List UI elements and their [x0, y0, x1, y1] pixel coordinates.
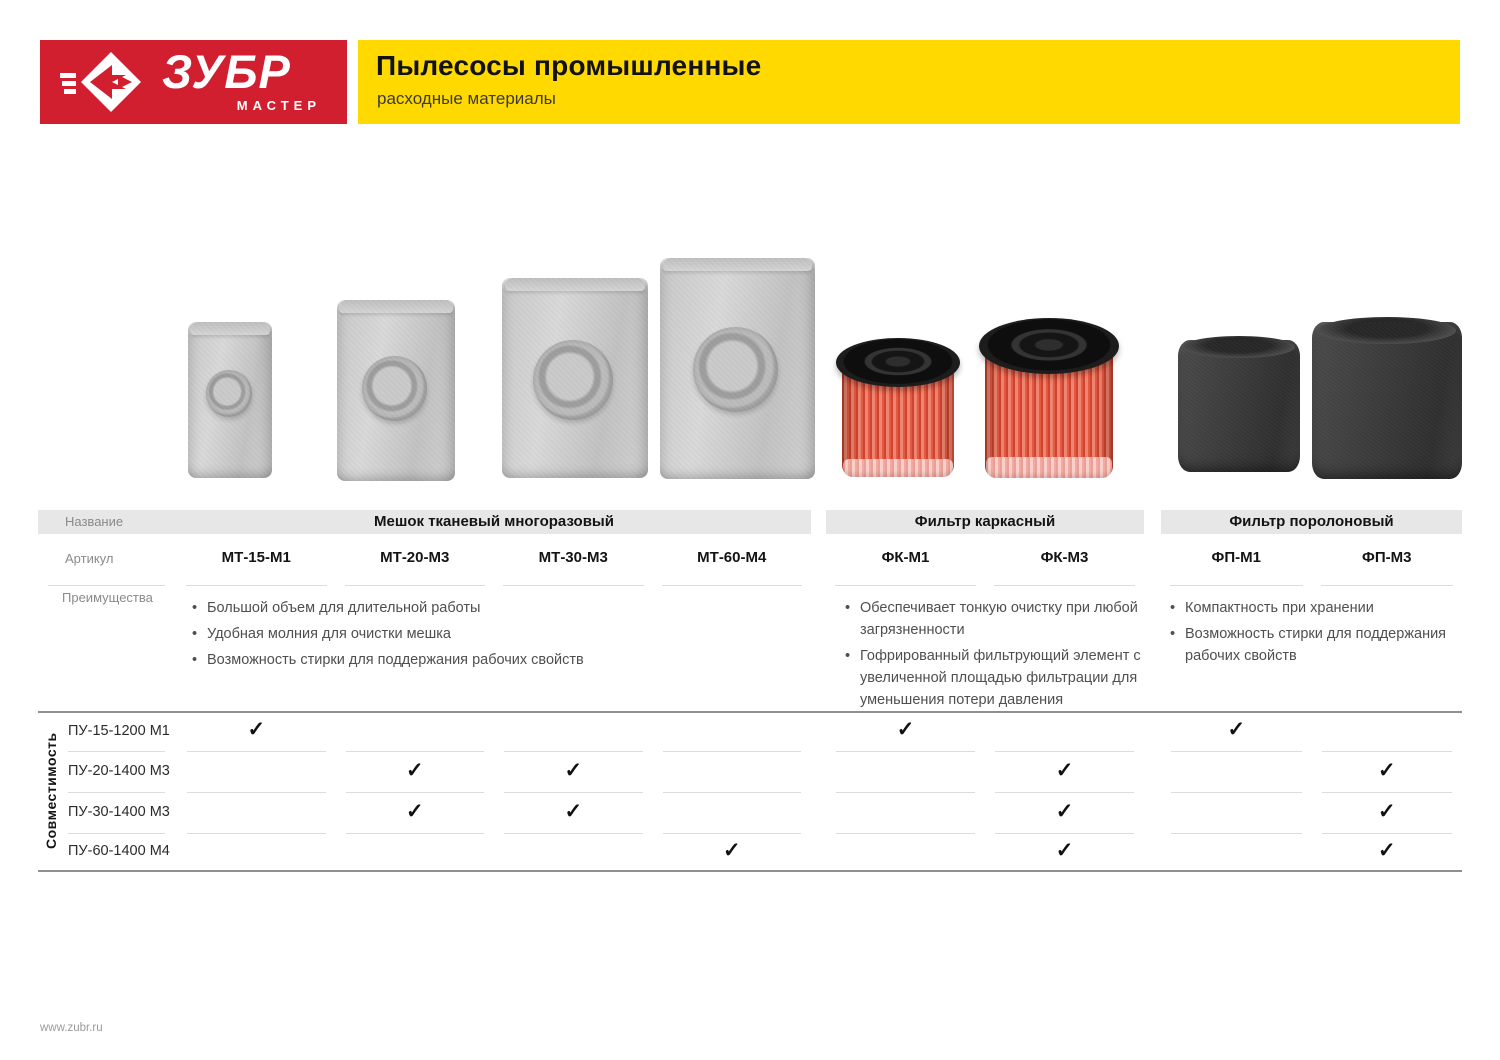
bag-inlet-collar: [533, 340, 613, 420]
article-code: МТ-30-М3: [538, 549, 608, 566]
checkmark-icon: ✓: [564, 758, 583, 782]
product-image-foam-filter-fp-m3: [1312, 322, 1462, 479]
product-image-fabric-bag-mt-60: [660, 258, 815, 479]
advantage-item: [190, 597, 805, 619]
bullet-icon: •: [192, 626, 198, 642]
bag-fold: [339, 300, 452, 313]
bag-inlet-collar: [206, 370, 252, 416]
row-label-advantages: Преимущества: [62, 590, 153, 605]
advantage-text: Большой объем для длительной работы: [207, 600, 481, 616]
compat-model-label: ПУ-20-1400 М3: [68, 763, 170, 779]
article-code: МТ-15-М1: [221, 549, 291, 566]
product-image-foam-filter-fp-m1: [1178, 340, 1300, 472]
advantage-item: [1168, 597, 1468, 619]
article-code: ФК-М1: [881, 549, 930, 566]
group-header-1: Мешок тканевый многоразовый: [177, 510, 811, 534]
compat-row-separator: [504, 751, 643, 752]
product-image-cartridge-filter-fk-m3: [985, 318, 1113, 478]
bullet-icon: •: [1170, 626, 1176, 642]
brand-logo: [40, 40, 347, 124]
compat-row-separator: [995, 833, 1134, 834]
page-subtitle: расходные материалы: [377, 89, 556, 108]
product-image-fabric-bag-mt-20: [337, 300, 455, 481]
compat-row-separator: [346, 833, 485, 834]
article-underline: [1170, 585, 1303, 586]
compat-row-separator: [836, 792, 975, 793]
compat-row-separator: [1322, 792, 1453, 793]
checkmark-icon: ✓: [1055, 799, 1074, 823]
advantage-text: Компактность при хранении: [1185, 600, 1374, 616]
checkmark-icon: ✓: [1377, 758, 1396, 782]
compat-row-separator: [995, 792, 1134, 793]
advantage-text: Гофрированный фильтрующий элемент с увеличенной площадью фильтрации для уменьшения потери давления: [860, 648, 1141, 708]
compat-row-separator: [995, 751, 1134, 752]
article-underline: [994, 585, 1135, 586]
compat-row-separator: [836, 751, 975, 752]
compat-row-separator: [1171, 833, 1302, 834]
brand-wordmark: ЗУБР: [162, 45, 291, 98]
compat-row-separator: [1322, 833, 1453, 834]
compat-row-separator: [1322, 751, 1453, 752]
checkmark-icon: ✓: [1055, 758, 1074, 782]
advantages-list-3: [1168, 597, 1468, 671]
article-underline: [186, 585, 327, 586]
page-title: Пылесосы промышленные: [376, 50, 762, 81]
bullet-icon: •: [1170, 600, 1176, 616]
product-image-cartridge-filter-fk-m1: [842, 338, 954, 477]
bag-inlet-collar: [362, 356, 427, 421]
compatibility-bottom-rule: [38, 870, 1462, 872]
compat-row-separator: [346, 751, 485, 752]
group-header-2: Фильтр каркасный: [826, 510, 1144, 534]
compat-row-separator: [663, 792, 802, 793]
title-banner: [358, 40, 1460, 124]
advantages-list-2: [843, 597, 1148, 715]
compat-model-label: ПУ-15-1200 М1: [68, 723, 170, 739]
article-code: ФК-М3: [1040, 549, 1089, 566]
compat-row-separator: [187, 792, 326, 793]
bullet-icon: •: [845, 648, 851, 664]
checkmark-icon: ✓: [1377, 799, 1396, 823]
row-label-compatibility: Совместимость: [43, 732, 59, 850]
bag-fold: [505, 278, 645, 291]
compat-row-separator: [1171, 751, 1302, 752]
compat-model-label: ПУ-30-1400 М3: [68, 804, 170, 820]
compat-row-separator: [187, 751, 326, 752]
advantage-item: [843, 597, 1148, 641]
advantage-text: Возможность стирки для поддержания рабочих свойств: [207, 652, 584, 668]
advantage-text: Удобная молния для очистки мешка: [207, 626, 451, 642]
bullet-icon: •: [845, 600, 851, 616]
filter-bottom-rim: [843, 459, 953, 477]
checkmark-icon: ✓: [405, 799, 424, 823]
article-label-underline: [48, 585, 165, 586]
filter-bottom-rim: [986, 457, 1111, 478]
bullet-icon: •: [192, 600, 198, 616]
compat-model-label: ПУ-60-1400 М4: [68, 843, 170, 859]
compat-row-separator: [836, 833, 975, 834]
zubr-arrow-emblem-icon: [60, 51, 162, 113]
row-label-article: Артикул: [65, 551, 114, 566]
advantage-text: Возможность стирки для поддержания рабочих свойств: [1185, 626, 1447, 664]
article-code: ФП-М3: [1362, 549, 1412, 566]
advantage-text: Обеспечивает тонкую очистку при любой загрязненности: [860, 600, 1138, 638]
checkmark-icon: ✓: [896, 718, 915, 741]
group-header-3: Фильтр поролоновый: [1161, 510, 1462, 534]
bag-inlet-collar: [693, 327, 778, 412]
article-code: МТ-60-М4: [697, 549, 767, 566]
compat-row-separator: [663, 833, 802, 834]
filter-top-cap: [836, 338, 959, 387]
website-url: www.zubr.ru: [40, 1022, 103, 1034]
checkmark-icon: ✓: [564, 799, 583, 823]
compat-row-separator: [346, 792, 485, 793]
article-underline: [345, 585, 486, 586]
advantage-item: [1168, 623, 1468, 667]
article-underline: [662, 585, 803, 586]
advantage-item: [190, 623, 805, 645]
compat-row-separator: [187, 833, 326, 834]
compat-row-separator: [504, 833, 643, 834]
product-image-fabric-bag-mt-30: [502, 278, 648, 478]
article-underline: [1321, 585, 1454, 586]
brand-subword: МАСТЕР: [236, 98, 321, 113]
checkmark-icon: ✓: [722, 838, 741, 862]
compatibility-top-rule: [38, 711, 1462, 713]
bag-fold: [190, 322, 271, 335]
product-image-fabric-bag-mt-15: [188, 322, 272, 478]
checkmark-icon: ✓: [1227, 718, 1246, 741]
compat-row-separator: [504, 792, 643, 793]
article-underline: [503, 585, 644, 586]
advantage-item: [843, 645, 1148, 711]
advantage-item: [190, 649, 805, 671]
bullet-icon: •: [192, 652, 198, 668]
advantages-list-1: [190, 597, 805, 675]
article-code: ФП-М1: [1211, 549, 1261, 566]
compat-row-separator: [1171, 792, 1302, 793]
article-code: МТ-20-М3: [380, 549, 450, 566]
checkmark-icon: ✓: [1055, 838, 1074, 862]
filter-top-cap: [979, 318, 1120, 374]
checkmark-icon: ✓: [247, 718, 266, 741]
bag-fold: [663, 258, 812, 271]
article-underline: [835, 585, 976, 586]
checkmark-icon: ✓: [405, 758, 424, 782]
row-label-name: Название: [38, 510, 192, 534]
compat-row-separator: [663, 751, 802, 752]
checkmark-icon: ✓: [1377, 838, 1396, 862]
